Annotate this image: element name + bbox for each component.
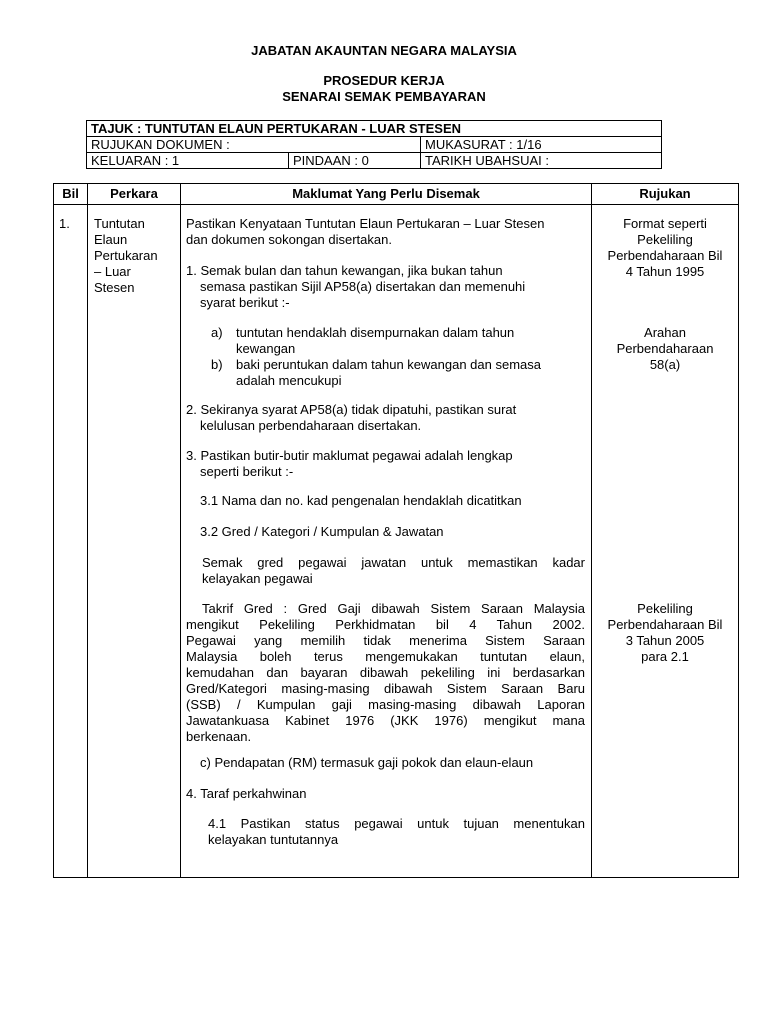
point-4-1-line: 4.1 Pastikan status pegawai untuk tujuan menentukan xyxy=(208,816,585,831)
rujukan-line: para 2.1 xyxy=(641,649,689,664)
rujukan-line: Arahan xyxy=(644,325,686,340)
column-divider xyxy=(87,184,88,877)
sub-item-b-line: baki peruntukan dalam tahun kewangan dan semasa xyxy=(236,357,541,372)
point-2-line: 2. Sekiranya syarat AP58(a) tidak dipatuhi, pastikan surat xyxy=(186,402,517,417)
perkara-line: Pertukaran xyxy=(94,248,158,263)
column-divider xyxy=(591,184,592,877)
sub-item-a-line: tuntutan hendaklah disempurnakan dalam tahun xyxy=(236,325,515,340)
header-rujukan: Rujukan xyxy=(639,186,691,201)
rujukan-line: Perbendaharaan xyxy=(616,341,714,356)
header-maklumat: Maklumat Yang Perlu Disemak xyxy=(292,186,480,201)
point-1-line: 1. Semak bulan dan tahun kewangan, jika bukan tahun xyxy=(186,263,503,278)
rujukan-line: 3 Tahun 2005 xyxy=(625,633,705,648)
perkara-line: – Luar xyxy=(94,264,131,279)
sub-item-a-line: kewangan xyxy=(236,341,296,356)
org-name: JABATAN AKAUNTAN NEGARA MALAYSIA xyxy=(251,43,517,58)
doc-subtitle: SENARAI SEMAK PEMBAYARAN xyxy=(282,89,486,104)
pindaan-cell: PINDAAN : 0 xyxy=(289,153,421,169)
takrif-line: Gred/Kategori masing-masing dibawah Sistem Saraan Baru xyxy=(186,681,585,696)
tajuk-cell: TAJUK : TUNTUTAN ELAUN PERTUKARAN - LUAR STESEN xyxy=(87,121,662,137)
rujukan-line: Pekeliling xyxy=(637,601,693,616)
takrif-line: Takrif Gred : Gred Gaji dibawah Sistem Saraan Malaysia xyxy=(202,601,585,616)
intro-line: Pastikan Kenyataan Tuntutan Elaun Pertukaran – Luar Stesen xyxy=(186,216,545,231)
rujukan-line: Perbendaharaan Bil xyxy=(607,248,723,263)
rujukan-line: Perbendaharaan Bil xyxy=(607,617,723,632)
point-4: 4. Taraf perkahwinan xyxy=(186,786,307,801)
takrif-line: Jawatankuasa Kabinet 1976 (JKK 1976) mengikut mana xyxy=(186,713,585,728)
bil-number: 1. xyxy=(59,216,70,231)
takrif-line: Malaysia boleh terus mengemukakan tuntutan elaun, xyxy=(186,649,585,664)
keluaran-cell: KELUARAN : 1 xyxy=(87,153,289,169)
takrif-line: berkenaan. xyxy=(186,729,252,744)
sub-item-b-line: adalah mencukupi xyxy=(236,373,342,388)
rujukan-dokumen-cell: RUJUKAN DOKUMEN : xyxy=(87,137,421,153)
tarikh-cell: TARIKH UBAHSUAI : xyxy=(421,153,662,169)
perkara-line: Tuntutan xyxy=(94,216,145,231)
sub-item-b-label: b) xyxy=(211,357,223,372)
header-bil: Bil xyxy=(62,186,79,201)
takrif-line: kemudahan dan bayaran dibawah pekeliling ini berdasarkan xyxy=(186,665,585,680)
column-divider xyxy=(180,184,181,877)
point-1-line: syarat berikut :- xyxy=(200,295,290,310)
intro-line: dan dokumen sokongan disertakan. xyxy=(186,232,392,247)
point-3-line: seperti berikut :- xyxy=(200,464,294,479)
point-1-line: semasa pastikan Sijil AP58(a) disertakan dan memenuhi xyxy=(200,279,526,294)
semak-gred-line: Semak gred pegawai jawatan untuk memastikan kadar xyxy=(202,555,585,570)
rujukan-line: Format seperti xyxy=(623,216,707,231)
point-3-1: 3.1 Nama dan no. kad pengenalan hendaklah dicatitkan xyxy=(200,493,522,508)
rujukan-line: Pekeliling xyxy=(637,232,693,247)
takrif-line: mengikut Pekeliling Perkhidmatan bil 4 Tahun 2002. xyxy=(186,617,585,632)
semak-gred-line: kelayakan pegawai xyxy=(202,571,313,586)
mukasurat-cell: MUKASURAT : 1/16 xyxy=(421,137,662,153)
checklist-table xyxy=(53,183,739,878)
rujukan-line: 4 Tahun 1995 xyxy=(625,264,705,279)
point-4-1-line: kelayakan tuntutannya xyxy=(208,832,339,847)
rujukan-line: 58(a) xyxy=(649,357,681,372)
point-3-line: 3. Pastikan butir-butir maklumat pegawai adalah lengkap xyxy=(186,448,513,463)
header-perkara: Perkara xyxy=(110,186,158,201)
sub-item-a-label: a) xyxy=(211,325,223,340)
point-c: c) Pendapatan (RM) termasuk gaji pokok dan elaun-elaun xyxy=(200,755,534,770)
takrif-line: (SSB) / Kumpulan gaji masing-masing dibawah Laporan xyxy=(186,697,585,712)
perkara-line: Stesen xyxy=(94,280,135,295)
info-table xyxy=(86,120,662,169)
doc-title: PROSEDUR KERJA xyxy=(323,73,445,88)
point-3-2: 3.2 Gred / Kategori / Kumpulan & Jawatan xyxy=(200,524,444,539)
point-2-line: kelulusan perbendaharaan disertakan. xyxy=(200,418,422,433)
takrif-line: Pegawai yang memilih tidak menerima Sistem Saraan xyxy=(186,633,585,648)
perkara-line: Elaun xyxy=(94,232,128,247)
